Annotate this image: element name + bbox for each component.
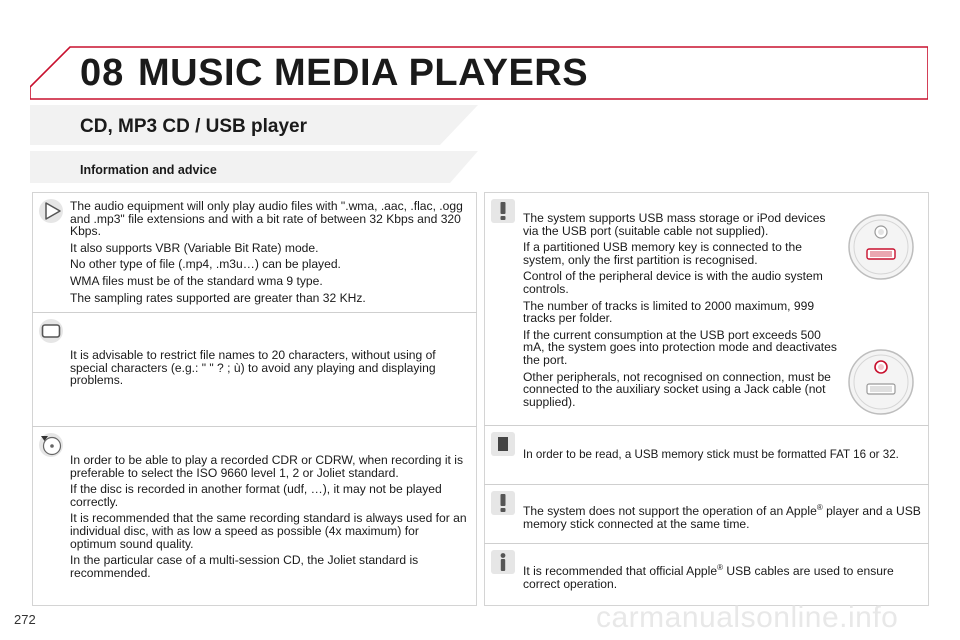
warning-icon: [490, 198, 516, 224]
paragraph: WMA files must be of the standard wma 9 type.: [70, 273, 323, 288]
text-run: The system does not support the operation of an Apple: [523, 504, 817, 519]
left-block-1: [70, 200, 468, 308]
paragraph: In order to be able to play a recorded CDR or CDRW, when recording it is preferable to select the ISO 9660 level 1, 2 or Joliet standard.: [70, 453, 464, 480]
play-icon: [38, 198, 64, 224]
text-run: USB cables are used to ensure correct operation.: [523, 564, 894, 591]
paragraph: If the disc is recorded in another format (udf, …), it may not be played correctly.: [70, 482, 442, 509]
left-block-2: [70, 349, 468, 391]
paragraph: It is advisable to restrict file names to 20 characters, without using of special characters (e.g.: " " ? ; ù) to avoid any playing and displaying problems.: [70, 348, 436, 388]
stop-icon: [490, 431, 516, 457]
right-block-4: [523, 562, 923, 590]
page-number: 272: [14, 612, 36, 627]
warning-icon: [490, 490, 516, 516]
paragraph: It is recommended that the same recording standard is always used for an individual disc, with as low a speed as possible (4x maximum) for optimum sound quality.: [70, 511, 467, 551]
registered-mark: ®: [717, 563, 723, 572]
chapter-number: 08: [80, 52, 125, 94]
right-block-1: [523, 212, 843, 412]
section-title: CD, MP3 CD / USB player: [80, 116, 307, 137]
left-divider-2: [32, 426, 477, 427]
paragraph: No other type of file (.mp4, .m3u…) can be played.: [70, 257, 341, 272]
paragraph: If the current consumption at the USB port exceeds 500 mA, the system goes into protection mode and deactivates the port.: [523, 327, 837, 367]
paragraph: The sampling rates supported are greater than 32 KHz.: [70, 290, 366, 305]
usb-socket-icon: [846, 347, 916, 417]
disc-icon: [38, 432, 64, 458]
paragraph: Other peripherals, not recognised on connection, must be connected to the auxiliary socket using a Jack cable (not supplied).: [523, 369, 831, 409]
watermark: carmanualsonline.info: [596, 601, 899, 634]
paragraph: The system supports USB mass storage or iPod devices via the USB port (suitable cable not supplied).: [523, 211, 826, 238]
paragraph: In the particular case of a multi-session CD, the Joliet standard is recommended.: [70, 553, 419, 580]
screen-icon: [38, 318, 64, 344]
info-icon: [490, 549, 516, 575]
text-run: player and a USB memory stick connected at the same time.: [523, 504, 921, 531]
right-block-2: In order to be read, a USB memory stick must be formatted FAT 16 or 32.: [523, 448, 899, 461]
right-divider-2: [484, 484, 929, 485]
paragraph: It also supports VBR (Variable Bit Rate) mode.: [70, 240, 319, 255]
paragraph: The number of tracks is limited to 2000 maximum, 999 tracks per folder.: [523, 298, 815, 326]
paragraph: The audio equipment will only play audio files with ".wma, .aac, .flac, .ogg and .mp3" file extensions and with a bit rate of between 32 Kbps and 320 Kbps.: [70, 199, 463, 239]
paragraph: If a partitioned USB memory key is connected to the system, only the first partition is recognised.: [523, 240, 802, 267]
chapter-title: MUSIC MEDIA PLAYERS: [138, 52, 589, 94]
right-divider-3: [484, 543, 929, 544]
registered-mark: ®: [816, 503, 823, 512]
usb-socket-icon: [846, 212, 916, 282]
subsection-title: Information and advice: [80, 163, 217, 177]
paragraph: Control of the peripheral device is with the audio system controls.: [523, 269, 823, 296]
right-block-3: [523, 502, 923, 530]
left-block-3: [70, 454, 468, 583]
right-divider-1: [484, 425, 929, 426]
text-run: It is recommended that official Apple: [523, 564, 718, 579]
left-divider-1: [32, 312, 477, 313]
